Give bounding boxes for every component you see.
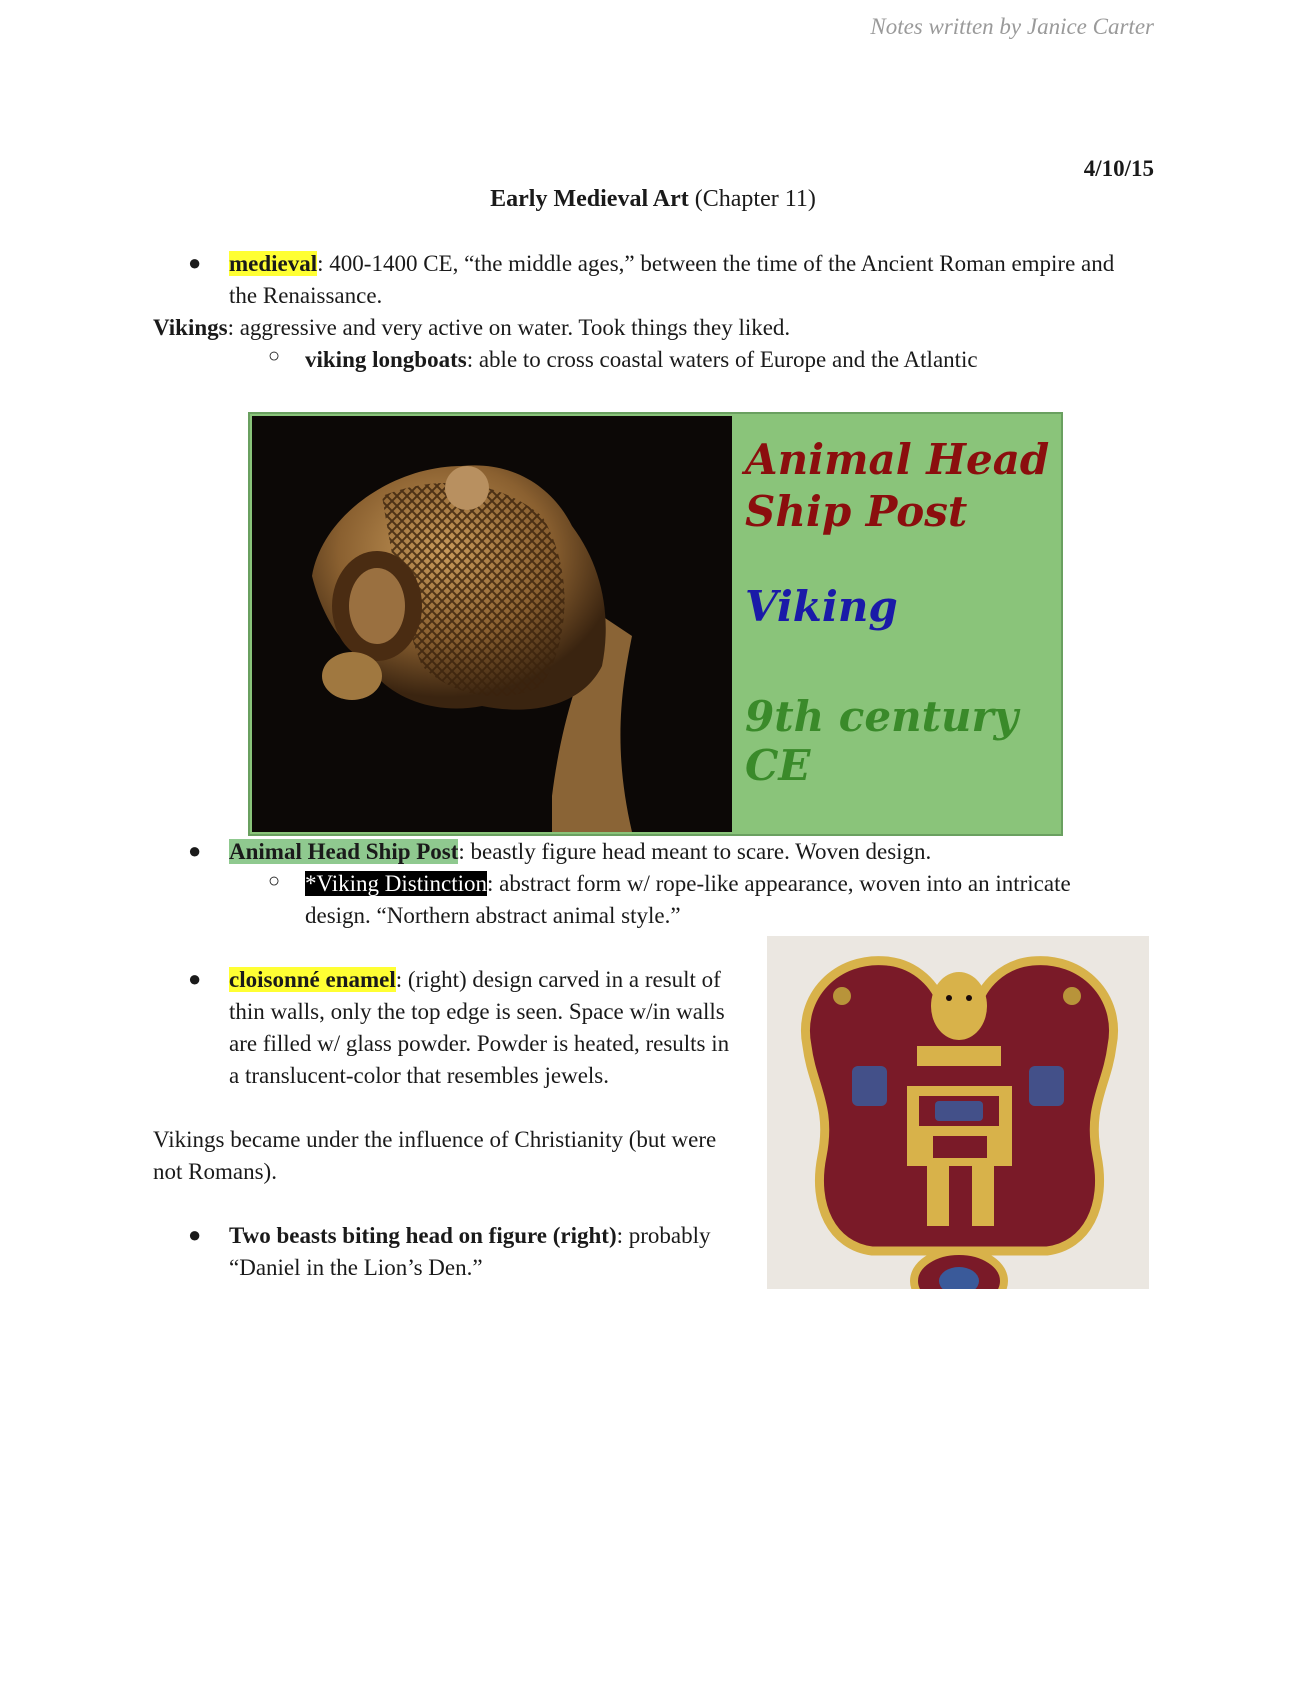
note-distinction: [305, 868, 1071, 900]
term-medieval: medieval: [229, 251, 318, 276]
figure-title-line: Animal Head: [745, 435, 1050, 484]
note-cloisonne-cont: are filled w/ glass powder. Powder is heated, results in: [229, 1031, 730, 1056]
note-ship-post: [229, 836, 931, 868]
bullet-circle: ○: [268, 345, 281, 367]
term-cloisonne: cloisonné enamel: [229, 967, 396, 992]
note-cloisonne-cont: thin walls, only the top edge is seen. Space w/in walls: [229, 999, 725, 1024]
ship-post-photo: [252, 416, 732, 832]
page-title: [0, 186, 1306, 213]
note-christianity: Vikings became under the influence of Christianity (but were: [153, 1127, 717, 1152]
figure-period: 9th century CE: [745, 692, 1019, 790]
note-text: : abstract form w/ rope-like appearance, woven into an intricate: [486, 871, 1071, 896]
term-vikings: Vikings: [153, 315, 228, 340]
note-distinction-cont: design. “Northern abstract animal style.”: [305, 903, 681, 928]
note-text: : able to cross coastal waters of Europe and the Atlantic: [466, 347, 978, 372]
note-vikings: [153, 312, 790, 344]
note-medieval-cont: the Renaissance.: [229, 283, 383, 308]
figure-title-line: Ship Post: [745, 487, 968, 536]
note-medieval: [229, 248, 1114, 280]
bullet-dot: ●: [188, 838, 202, 863]
figure-culture: Viking: [745, 582, 898, 631]
note-two-beasts: [229, 1220, 711, 1252]
note-text: : probably: [616, 1223, 711, 1248]
bullet-dot: ●: [188, 1222, 202, 1247]
note-text: : (right) design carved in a result of: [395, 967, 721, 992]
cloisonne-brooch-image: [767, 936, 1149, 1289]
author-note: Notes written by Janice Carter: [870, 14, 1154, 39]
note-longboats: [305, 344, 978, 376]
term-longboats: viking longboats: [305, 347, 467, 372]
ship-post-figure: [248, 412, 1063, 836]
bullet-dot: ●: [188, 250, 202, 275]
note-text: : 400-1400 CE, “the middle ages,” between the time of the Ancient Roman empire and: [317, 251, 1115, 276]
title-chapter: (Chapter 11): [688, 186, 816, 212]
term-distinction: *Viking Distinction: [305, 871, 487, 896]
title-main: Early Medieval Art: [490, 186, 689, 212]
note-text: : beastly figure head meant to scare. Woven design.: [458, 839, 932, 864]
bullet-circle: ○: [268, 870, 281, 892]
note-two-beasts-cont: “Daniel in the Lion’s Den.”: [229, 1255, 483, 1280]
figure-title: [745, 434, 1049, 538]
note-cloisonne: [229, 964, 721, 996]
term-ship-post: Animal Head Ship Post: [229, 839, 459, 864]
term-two-beasts: Two beasts biting head on figure (right): [229, 1223, 617, 1248]
bullet-dot: ●: [188, 966, 202, 991]
note-date: 4/10/15: [1083, 156, 1154, 181]
note-text: : aggressive and very active on water. Took things they liked.: [227, 315, 791, 340]
note-cloisonne-cont: a translucent-color that resembles jewels.: [229, 1063, 609, 1088]
note-christianity-cont: not Romans).: [153, 1159, 277, 1184]
